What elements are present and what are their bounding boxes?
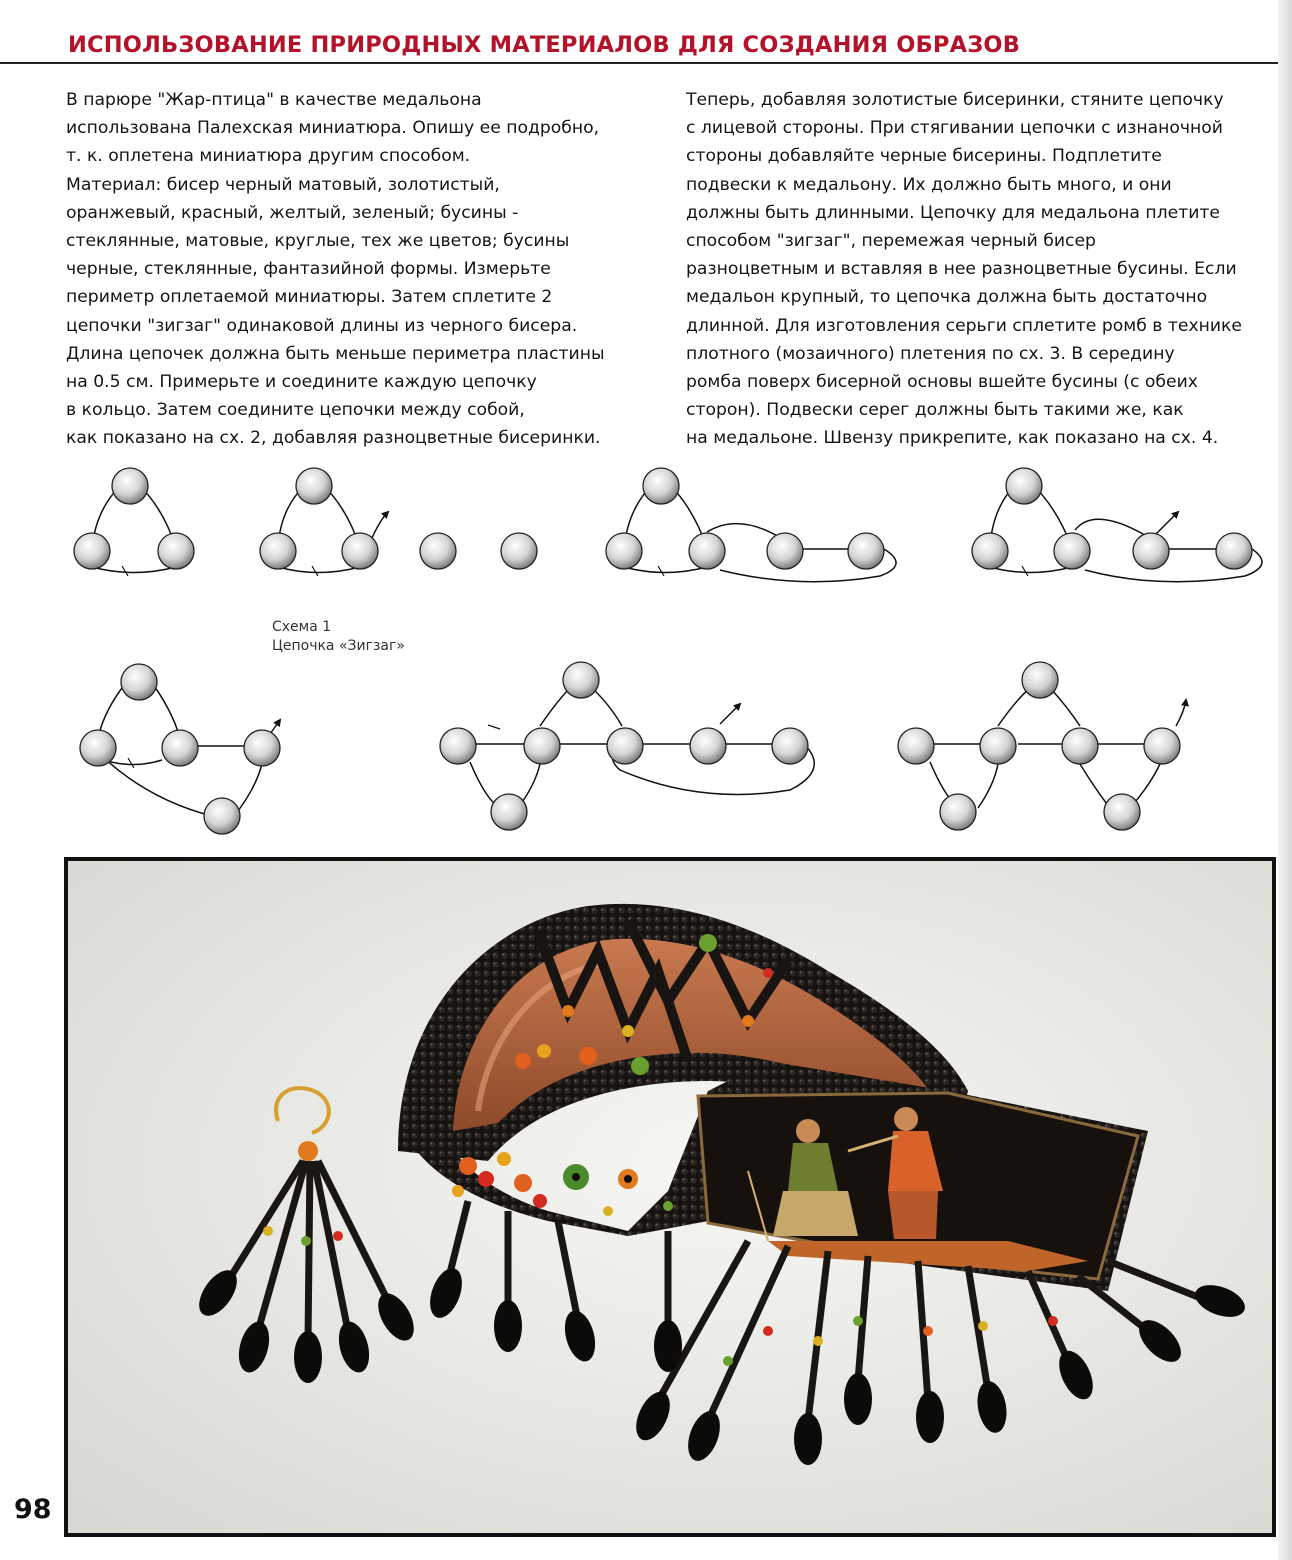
text-line: В парюре "Жар-птица" в качестве медальона (66, 90, 482, 110)
text-line: должны быть длинными. Цепочку для медальона плетите (686, 202, 1220, 223)
text-line: плотного (мозаичного) плетения по сх. 3. В середину (686, 343, 1175, 364)
text-line: в кольцо. Затем соедините цепочки между собой, (66, 400, 525, 421)
text-line: ромба поверх бисерной основы вшейте бусины (с обеих (686, 372, 1198, 393)
text-line: стеклянные, матовые, круглые, тех же цветов; бусины (66, 231, 570, 252)
beaded-necklace-earring-photo-icon (68, 861, 1272, 1533)
text-line: на медальоне. Швензу прикрепите, как показано на сх. 4. (686, 428, 1219, 449)
text-line: цепочки "зигзаг" одинаковой длины из черного бисера. (66, 315, 578, 336)
text-line: черные, стеклянные, фантазийной формы. Измерьте (66, 259, 551, 280)
text-line: Длина цепочек должна быть меньше периметра пластины (66, 343, 605, 364)
text-line: периметр оплетаемой миниатюры. Затем сплетите 2 (66, 287, 553, 308)
text-line: Теперь, добавляя золотистые бисеринки, стяните цепочку (686, 90, 1224, 110)
article-column-left (66, 86, 656, 453)
text-line: использована Палехская миниатюра. Опишу ее подробно, (66, 118, 600, 139)
text-line: т. к. оплетена миниатюра другим способом. (66, 146, 471, 167)
diagram-threads (92, 486, 1262, 816)
text-line: оранжевый, красный, желтый, зеленый; бусины - (66, 202, 519, 223)
text-line: подвески к медальону. Их должно быть много, и они (686, 174, 1172, 195)
text-line: медальон крупный, то цепочка должна быть достаточно (686, 287, 1208, 308)
article-column-right (686, 86, 1271, 453)
text-line: на 0.5 см. Примерьте и соедините каждую цепочку (66, 372, 537, 393)
section-header-title: ИСПОЛЬЗОВАНИЕ ПРИРОДНЫХ МАТЕРИАЛОВ ДЛЯ СОЗДАНИЯ ОБРАЗОВ (68, 32, 1021, 58)
page-number: 98 (14, 1494, 52, 1525)
text-line: Материал: бисер черный матовый, золотистый, (66, 174, 500, 195)
text-line: сторон). Подвески серег должны быть такими же, как (686, 400, 1184, 421)
diagram-caption-subtitle: Цепочка «Зигзаг» (272, 638, 405, 654)
diagram-caption (272, 618, 405, 656)
text-line: как показано на сх. 2, добавляя разноцветные бисеринки. (66, 428, 601, 449)
text-line: длинной. Для изготовления серьги сплетите ромб в технике (686, 315, 1243, 336)
text-line: стороны добавляйте черные бисерины. Подплетите (686, 146, 1162, 167)
text-line: способом "зигзаг", перемежая черный бисер (686, 231, 1096, 252)
text-line: с лицевой стороны. При стягивании цепочки с изнаночной (686, 118, 1223, 139)
diagram-caption-title: Схема 1 (272, 619, 332, 635)
zigzag-diagram (0, 450, 1292, 850)
text-line: разноцветным и вставляя в нее разноцветные бусины. Если (686, 259, 1237, 280)
diagram-beads (74, 468, 1252, 834)
jewelry-photo (64, 857, 1276, 1537)
header-rule (0, 62, 1278, 64)
